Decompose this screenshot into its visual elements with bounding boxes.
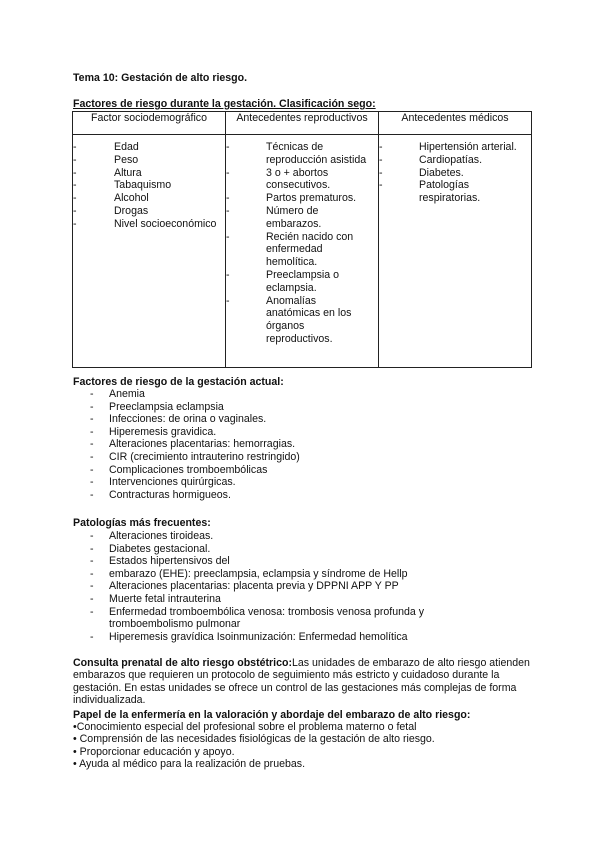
list-item: - Preeclampsia o eclampsia. — [226, 268, 340, 294]
list-item: - Nivel socioeconómico — [73, 217, 217, 230]
list-item: - Recién nacido con enfermedad hemolítica. — [226, 230, 354, 269]
list-item: • Comprensión de las necesidades fisiológicas de la gestación de alto riesgo. — [73, 733, 435, 746]
list-item: - Alteraciones placentarias: hemorragias. — [90, 438, 296, 451]
list-item: - Patologías respiratorias. — [379, 179, 481, 205]
list-item: - Preeclampsia eclampsia — [90, 400, 224, 413]
list-item: - Anomalías anatómicas en los órganos reproductivos. — [226, 294, 352, 345]
list-item: - Alcohol — [73, 192, 149, 205]
table-header-medicos: Antecedentes médicos — [379, 112, 532, 135]
list-item: •Conocimiento especial del profesional sobre el problema materno o fetal — [73, 721, 417, 733]
list-item: • Ayuda al médico para la realización de pruebas. — [73, 758, 306, 771]
list-item: - Diabetes. — [379, 166, 464, 179]
list-item: - Peso — [73, 153, 139, 166]
list-item: - Complicaciones tromboembólicas — [90, 463, 268, 476]
list-item: - embarazo (EHE): preeclampsia, eclampsia y síndrome de Hellp — [90, 567, 408, 580]
list-item: - Hiperemesis gravídica Isoinmunización: Enfermedad hemolítica — [90, 630, 408, 643]
list-item: - Técnicas de reproducción asistida — [226, 141, 367, 166]
list-item: - Enfermedad tromboembólica venosa: trombosis venosa profunda y tromboembolismo pulmonar — [90, 605, 425, 631]
list-item: - Alteraciones placentarias: placenta previa y DPPNI APP Y PP — [90, 580, 399, 593]
risk-classification-heading: Factores de riesgo durante la gestación. Clasificación sego: — [73, 98, 376, 110]
list-item: - Cardiopatías. — [379, 153, 483, 166]
list-item: • Proporcionar educación y apoyo. — [73, 745, 235, 758]
list-item: - Hipertensión arterial. — [379, 141, 517, 153]
list-item: - Intervenciones quirúrgicas. — [90, 476, 236, 489]
list-item: - Diabetes gestacional. — [90, 542, 211, 555]
table-header-sociodemografico: Factor sociodemográfico — [73, 112, 226, 135]
list-item: - Edad — [73, 141, 139, 153]
list-item: - Contracturas hormigueos. — [90, 488, 231, 501]
list-item: - Infecciones: de orina o vaginales. — [90, 413, 267, 426]
consulta-text: Las unidades de embarazo de alto riesgo atienden embarazos que requieren un protocolo de seguimiento más estricto y cuidadoso durante la gestación. En estas unidades se ofrece un control de las gestaciones más complejas de forma individualizada. — [73, 657, 530, 707]
table-header-reproductivos: Antecedentes reproductivos — [226, 112, 379, 135]
consulta-paragraph — [73, 657, 533, 707]
table-cell-sociodemografico — [73, 135, 226, 368]
list-item: - Partos prematuros. — [226, 192, 357, 205]
list-item: - 3 o + abortos consecutivos. — [226, 166, 331, 192]
list-item: - Muerte fetal intrauterina — [90, 592, 221, 605]
list-item: - Número de embarazos. — [226, 204, 322, 230]
consulta-heading: Consulta prenatal de alto riesgo obstétrico: — [73, 657, 292, 669]
list-item: - Altura — [73, 166, 142, 179]
list-item: - Hiperemesis gravidica. — [90, 425, 217, 438]
list-item: - Drogas — [73, 204, 149, 217]
current-risk-list — [73, 388, 300, 501]
list-item: - Tabaquismo — [73, 179, 172, 192]
document-title: Tema 10: Gestación de alto riesgo. — [73, 72, 248, 84]
current-risk-heading: Factores de riesgo de la gestación actual: — [73, 376, 284, 388]
list-item: - CIR (crecimiento intrauterino restringido) — [90, 450, 300, 463]
nursing-role-heading: Papel de la enfermería en la valoración y abordaje del embarazo de alto riesgo: — [73, 709, 471, 721]
list-item: - Alteraciones tiroideas. — [90, 530, 214, 542]
nursing-role-list — [73, 721, 435, 771]
risk-factor-table — [72, 111, 532, 368]
list-item: - Anemia — [90, 388, 145, 400]
pathologies-list — [73, 530, 469, 643]
pathologies-heading: Patologías más frecuentes: — [73, 517, 211, 529]
table-cell-reproductivos — [226, 135, 379, 368]
list-item: - Estados hipertensivos del — [90, 555, 230, 568]
table-cell-medicos — [379, 135, 532, 368]
